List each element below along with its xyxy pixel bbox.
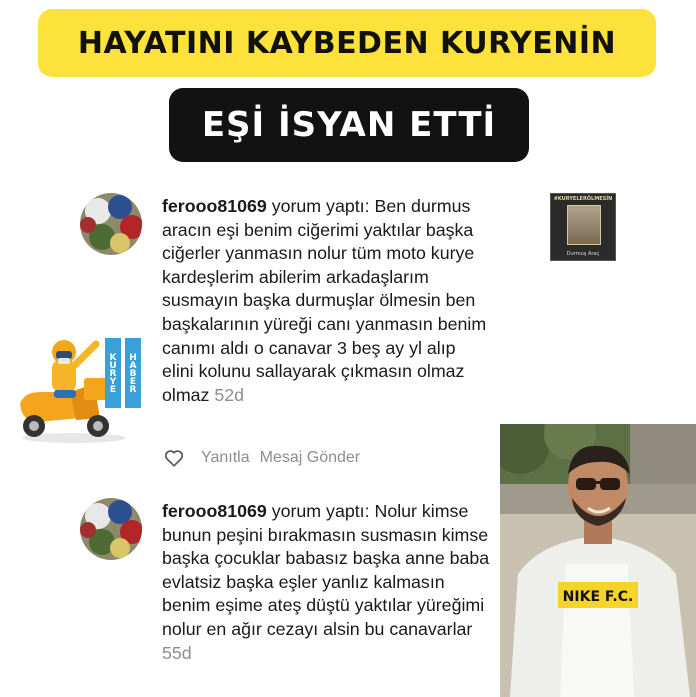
post-thumbnail[interactable] xyxy=(550,193,616,261)
man-portrait-image xyxy=(500,424,696,697)
headline-banner-top xyxy=(38,9,656,77)
courier-illustration xyxy=(14,334,148,446)
shirt-print: NIKE F.C. xyxy=(562,589,634,605)
comment-username[interactable]: ferooo81069 xyxy=(162,196,267,216)
avatar-image xyxy=(80,193,142,255)
comment-2 xyxy=(162,500,492,665)
headline-banner-bottom xyxy=(169,88,529,162)
kurye-label: KURYE xyxy=(105,338,121,408)
thumbnail-portrait xyxy=(567,205,601,245)
headline-line1: HAYATINI KAYBEDEN KURYENİN xyxy=(77,25,617,61)
user-avatar[interactable] xyxy=(80,498,142,560)
comment-1 xyxy=(162,195,492,407)
reply-button[interactable]: Yanıtla xyxy=(201,449,250,466)
comment-age: 55d xyxy=(162,642,192,663)
person-photo xyxy=(500,424,696,697)
headline-line2: EŞİ İSYAN ETTİ xyxy=(201,105,497,145)
thumbnail-title: #KURYELERÖLMESİN xyxy=(553,196,613,202)
comment-username[interactable]: ferooo81069 xyxy=(162,501,267,521)
haber-label: HABER xyxy=(125,338,141,408)
user-avatar[interactable] xyxy=(80,193,142,255)
comment-actions xyxy=(163,447,360,469)
avatar-image xyxy=(80,498,142,560)
heart-outline-icon[interactable] xyxy=(163,447,185,469)
comment-age: 52d xyxy=(214,384,245,405)
thumbnail-caption: Durmuş Araç xyxy=(566,251,600,257)
comment-text: yorum yaptı: Ben durmus aracın eşi benim ciğerimi yaktılar başka ciğerler yanmasın nolur tüm moto kurye kardeşlerim abilerim arkadaşlarım susmayın başka durmuşlar ölmesin ben başkalarının yüreği canı yanmasın benim canımı aldı o canavar 3 beş ay yl alıp elini kolunu sallayarak çıkmasın olmaz olmaz xyxy=(162,196,487,405)
comment-text: yorum yaptı: Nolur kimse bunun peşini bırakmasın susmasın kimse başka çocuklar babasız başka anne baba evlatsiz başka eşler yanlız kalmasın benim eşime ateş düştü yaktılar yüreğimi nolur en ağır cezayı alsin bu canavarlar xyxy=(162,501,490,639)
send-message-button[interactable]: Mesaj Gönder xyxy=(259,449,361,466)
